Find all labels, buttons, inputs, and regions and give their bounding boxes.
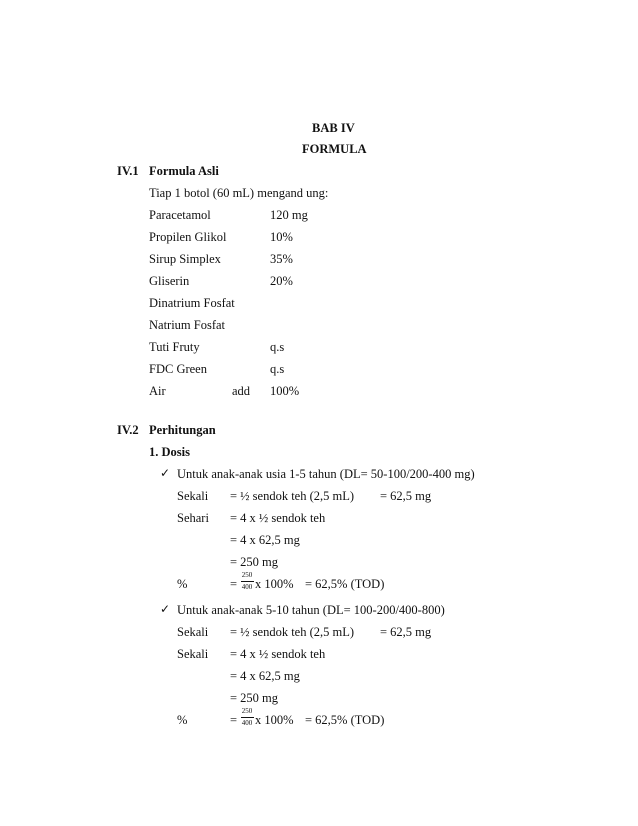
equals-sign: = [230,577,238,591]
ingredient-add: add [232,384,251,398]
row-label: % [177,577,188,591]
row-value: = 250 mg [230,691,279,705]
ingredient-name: Gliserin [149,274,190,288]
ingredient-amount: 35% [270,252,293,266]
row-value: = 4 x 62,5 mg [230,533,300,547]
section-heading: Perhitungan [149,423,216,437]
row-value: x 100% [255,577,294,591]
section-number: IV.2 [117,423,139,437]
section-heading: Formula Asli [149,164,219,178]
checkmark-icon: ✓ [160,466,171,480]
ingredient-name: Sirup Simplex [149,252,221,266]
row-value: = ½ sendok teh (2,5 mL) [230,625,355,639]
ingredient-amount: 120 mg [270,208,308,222]
ingredient-name: Propilen Glikol [149,230,227,244]
fraction-denominator: 400 [241,719,253,727]
row-value: = 250 mg [230,555,279,569]
row-result: = 62,5% (TOD) [305,713,385,727]
row-value: = 4 x 62,5 mg [230,669,300,683]
row-value: = 4 x ½ sendok teh [230,511,326,525]
ingredient-name: Tuti Fruty [149,340,200,354]
row-value: = 4 x ½ sendok teh [230,647,326,661]
row-value: x 100% [255,713,294,727]
row-result: = 62,5 mg [380,625,432,639]
fraction-numerator: 250 [241,707,253,715]
chapter-title: FORMULA [302,142,367,156]
row-result: = 62,5% (TOD) [305,577,385,591]
fraction-numerator: 250 [241,571,253,579]
checkmark-icon: ✓ [160,602,171,616]
row-result: = 62,5 mg [380,489,432,503]
ingredient-amount: q.s [270,362,285,376]
row-value: = ½ sendok teh (2,5 mL) [230,489,355,503]
ingredient-amount: 100% [270,384,300,398]
ingredient-name: Paracetamol [149,208,211,222]
fraction-bar [241,581,254,582]
ingredient-amount: 10% [270,230,293,244]
ingredient-amount: q.s [270,340,285,354]
ingredient-amount: 20% [270,274,293,288]
row-label: Sehari [177,511,209,525]
row-label: Sekali [177,647,209,661]
fraction-denominator: 400 [241,583,253,591]
row-label: % [177,713,188,727]
equals-sign: = [230,713,238,727]
ingredient-name: Dinatrium Fosfat [149,296,235,310]
ingredient-name: FDC Green [149,362,207,376]
fraction-bar [241,717,254,718]
row-label: Sekali [177,489,209,503]
dose-group-heading: Untuk anak-anak usia 1-5 tahun (DL= 50-100/200-400 mg) [177,467,475,481]
subsection-heading: 1. Dosis [149,445,190,459]
chapter-heading: BAB IV [312,121,355,135]
formula-intro: Tiap 1 botol (60 mL) mengand ung: [149,186,329,200]
section-number: IV.1 [117,164,139,178]
dose-group-heading: Untuk anak-anak 5-10 tahun (DL= 100-200/400-800) [177,603,445,617]
row-label: Sekali [177,625,209,639]
ingredient-name: Natrium Fosfat [149,318,226,332]
ingredient-name: Air [149,384,166,398]
